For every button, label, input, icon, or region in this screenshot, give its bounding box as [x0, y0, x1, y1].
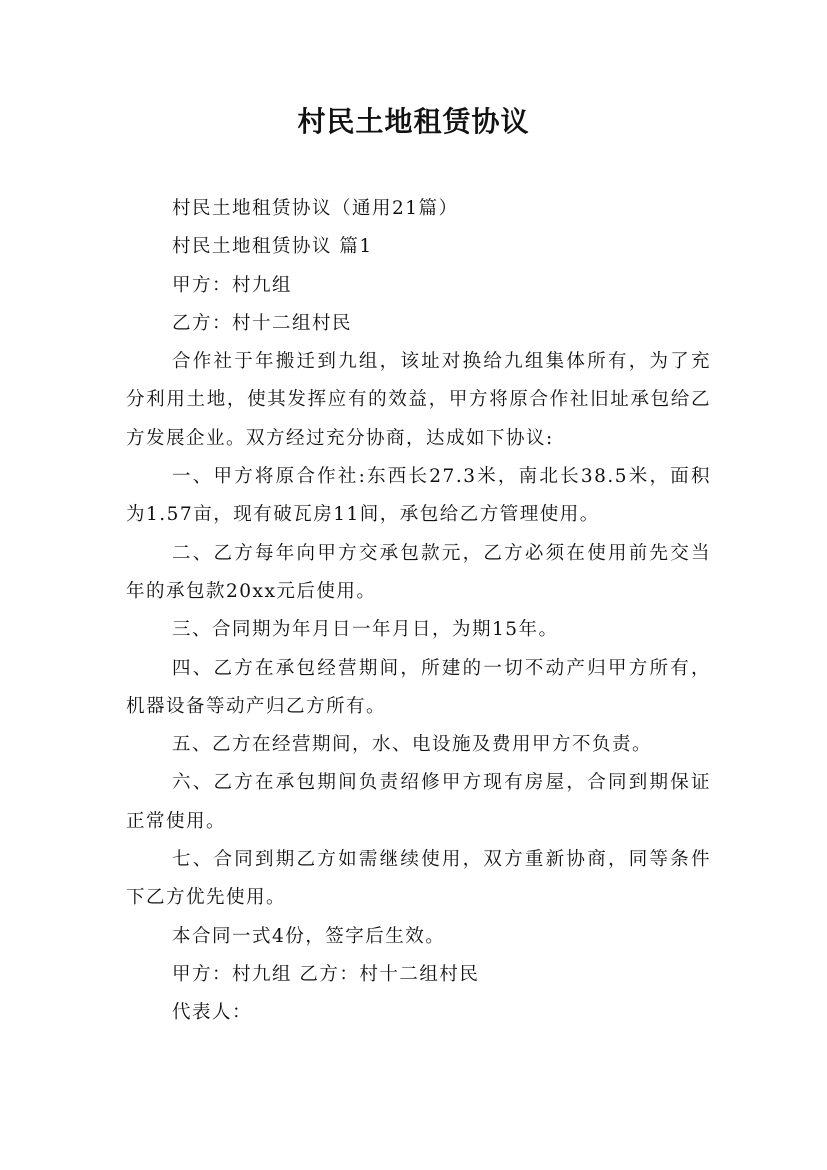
document-title: 村民土地租赁协议: [297, 105, 530, 138]
paragraph-clause-6: 六、乙方在承包期间负责绍修甲方现有房屋，合同到期保证正常使用。: [126, 772, 711, 832]
document-body: [126, 190, 711, 1033]
paragraph-representative: 代表人：: [172, 1002, 253, 1024]
paragraph-clause-1: 一、甲方将原合作社:东西长27.3米，南北长38.5米，面积为1.57亩，现有破瓦房11间，承包给乙方管理使用。: [126, 466, 711, 526]
paragraph-clause-7: 七、合同到期乙方如需继续使用，双方重新协商，同等条件下乙方优先使用。: [126, 849, 711, 909]
paragraph-party-b: 乙方：村十二组村民: [172, 312, 353, 334]
paragraph-clause-4: 四、乙方在承包经营期间，所建的一切不动产归甲方所有，机器设备等动产归乙方所有。: [126, 657, 711, 717]
paragraph-preamble: 合作社于年搬迁到九组，该址对换给九组集体所有，为了充分利用土地，使其发挥应有的效益，甲方将原合作社旧址承包给乙方发展企业。双方经过充分协商，达成如下协议:: [126, 351, 711, 449]
paragraph-signature-parties: 甲方：村九组 乙方：村十二组村民: [172, 963, 480, 985]
paragraph-party-a: 甲方：村九组: [172, 274, 293, 296]
paragraph-clause-5: 五、乙方在经营期间，水、电设施及费用甲方不负责。: [172, 734, 653, 756]
paragraph-section-heading: 村民土地租赁协议 篇1: [172, 236, 373, 258]
paragraph-subtitle: 村民土地租赁协议（通用21篇）: [172, 198, 459, 219]
paragraph-clause-2: 二、乙方每年向甲方交承包款元，乙方必须在使用前先交当年的承包款20xx元后使用。: [126, 542, 711, 602]
paragraph-copies: 本合同一式4份，签字后生效。: [172, 925, 446, 947]
paragraph-clause-3: 三、合同期为年月日一年月日，为期15年。: [172, 619, 559, 641]
